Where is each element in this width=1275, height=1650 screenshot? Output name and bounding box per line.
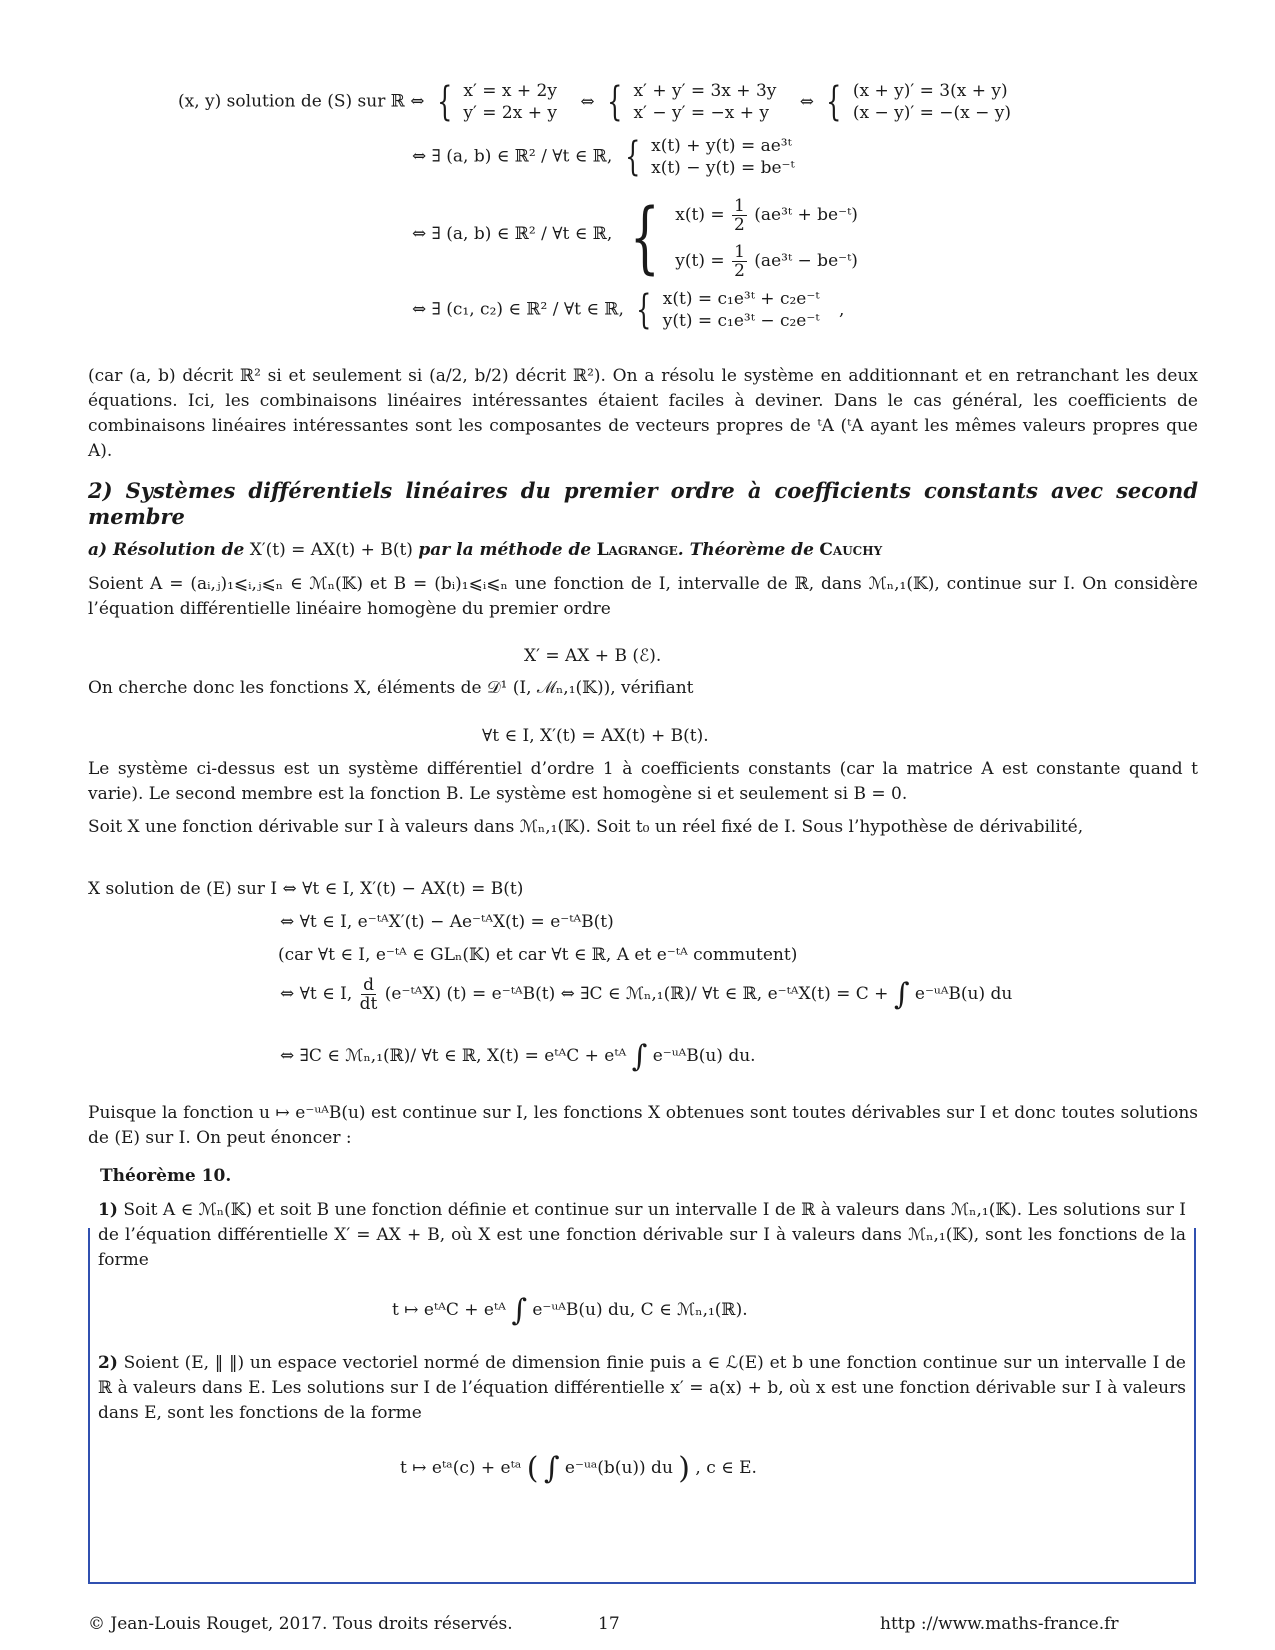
equiv-symbol: ⇔	[580, 91, 595, 112]
paren-close-icon: )	[678, 1451, 691, 1486]
equiv-symbol: ⇔	[799, 91, 815, 112]
step3-y-prefix: y(t) =	[675, 251, 725, 271]
brace-icon: {	[636, 287, 652, 333]
f1-a: t ↦ eᵗᴬC + eᵗᴬ	[392, 1300, 506, 1320]
theorem-p2-text: Soient (E, ‖ ‖) un espace vectoriel normé de dimension finie puis a ∈ ℒ(E) et b une fonction continue sur un intervalle I de ℝ à valeurs dans E. Les solutions sur I de l’équation différentielle x′ = a(x) + b, où x est une fonction dérivable sur I à valeurs dans E, sont les fonctions de la forme	[98, 1353, 1186, 1423]
brace-icon: {	[624, 134, 641, 180]
integral-icon: ∫	[543, 1451, 560, 1486]
l4-a: ⇔ ∀t ∈ I,	[280, 984, 353, 1004]
paragraph-derivability: Soit X une fonction dérivable sur I à valeurs dans ℳₙ,₁(𝕂). Soit t₀ un réel fixé de I. Sous l’hypothèse de dérivabilité,	[88, 817, 1084, 837]
system-equivalence-line-3	[412, 192, 858, 284]
derivation-line-5	[280, 1039, 756, 1074]
subsection-mid2: . Théorème de	[677, 540, 814, 560]
section-title: 2) Systèmes différentiels linéaires du premier ordre à coefficients constants avec second membre	[88, 478, 1198, 529]
step2-line1: x(t) + y(t) = ae³ᵗ	[651, 136, 792, 156]
step4-line2: y(t) = c₁e³ᵗ − c₂e⁻ᵗ	[662, 311, 820, 331]
fraction-half	[732, 243, 747, 280]
step4-lead: ⇔ ∃ (c₁, c₂) ∈ ℝ² / ∀t ∈ ℝ,	[412, 299, 624, 320]
integral-icon: ∫	[511, 1293, 527, 1328]
paragraph-conclusion: Puisque la fonction u ↦ e⁻ᵘᴬB(u) est continue sur I, les fonctions X obtenues sont toutes dérivables sur I et donc toutes solutions de (E) sur I. On peut énoncer :	[88, 1103, 1198, 1148]
sys3-line1: (x + y)′ = 3(x + y)	[852, 81, 1008, 101]
frac-den: 2	[734, 215, 745, 235]
frac-dt: dt	[359, 994, 378, 1014]
subsection-prefix: a) Résolution de	[88, 540, 245, 560]
integral-icon: ∫	[631, 1039, 648, 1074]
theorem-part-2	[98, 1351, 1186, 1426]
l4-c: e⁻ᵘᴬB(u) du	[914, 984, 1013, 1004]
paragraph-setup: Soient A = (aᵢ,ⱼ)₁⩽ᵢ,ⱼ⩽ₙ ∈ ℳₙ(𝕂) et B = (bᵢ)₁⩽ᵢ⩽ₙ une fonction de I, intervalle de ℝ, dans ℳₙ,₁(𝕂), continue sur I. On considère l’équation différentielle linéaire homogène du premier ordre	[88, 574, 1198, 619]
system-lead: (x, y) solution de (S) sur ℝ ⇔	[178, 91, 425, 112]
f2-c: , c ∈ E.	[695, 1458, 757, 1478]
step3-x-prefix: x(t) =	[675, 205, 725, 225]
step2-line2: x(t) − y(t) = be⁻ᵗ	[651, 158, 795, 178]
step3-system	[618, 192, 858, 284]
fraction-half	[732, 197, 747, 234]
para1-part2: décrit ℝ²). On a résolu le système en additionnant et en retranchant les deux équations. Ici, les combinaisons linéaires intéressantes étaient faciles à deviner. Dans le cas général, les coefficients de combinaisons linéaires intéressantes sont les composantes de vecteurs propres de ᵗA (ᵗA ayant les mêmes valeurs propres que A).	[88, 366, 1198, 461]
equation-E: X′ = AX + B (ℰ).	[524, 646, 662, 666]
f2-a: t ↦ eᵗᵃ(c) + eᵗᵃ	[400, 1458, 522, 1478]
theorem-title: Théorème 10.	[100, 1166, 232, 1186]
theorem-p1-num: 1)	[98, 1200, 118, 1220]
theorem-part-1	[98, 1198, 1186, 1273]
derivation-line-3: (car ∀t ∈ I, e⁻ᵗᴬ ∈ GLₙ(𝕂) et car ∀t ∈ ℝ, A et e⁻ᵗᴬ commutent)	[278, 945, 798, 965]
frac-d: d	[363, 975, 374, 995]
theorem-formula-2	[400, 1451, 757, 1486]
theorem-formula-1	[392, 1293, 748, 1328]
footer-copyright: © Jean-Louis Rouget, 2017. Tous droits réservés.	[88, 1614, 513, 1634]
f2-b: e⁻ᵘᵃ(b(u)) du	[564, 1458, 673, 1478]
system-equivalence-line-2	[412, 135, 795, 179]
paragraph-combination-note	[88, 364, 1198, 464]
system-2	[600, 80, 776, 124]
equation-forall: ∀t ∈ I, X′(t) = AX(t) + B(t).	[482, 726, 709, 746]
paragraph-search: On cherche donc les fonctions X, éléments de 𝒟¹ (I, ℳₙ,₁(𝕂)), vérifiant	[88, 678, 694, 698]
footer-url[interactable]: http ://www.maths-france.fr	[880, 1614, 1119, 1634]
step2-lead: ⇔ ∃ (a, b) ∈ ℝ² / ∀t ∈ ℝ,	[412, 146, 613, 167]
subsection-mid: par la méthode de	[418, 540, 592, 560]
derivation-line-2: ⇔ ∀t ∈ I, e⁻ᵗᴬX′(t) − Ae⁻ᵗᴬX(t) = e⁻ᵗᴬB(t)	[280, 912, 614, 932]
sys2-line2: x′ − y′ = −x + y	[633, 103, 769, 123]
l4-b: (e⁻ᵗᴬX) (t) = e⁻ᵗᴬB(t) ⇔ ∃C ∈ ℳₙ,₁(ℝ)/ ∀t ∈ ℝ, e⁻ᵗᴬX(t) = C +	[384, 984, 889, 1004]
sys3-line2: (x − y)′ = −(x − y)	[852, 103, 1012, 123]
l5-a: ⇔ ∃C ∈ ℳₙ,₁(ℝ)/ ∀t ∈ ℝ, X(t) = eᵗᴬC + eᵗᴬ	[280, 1046, 627, 1066]
paragraph-system-description: Le système ci-dessus est un système différentiel d’ordre 1 à coefficients constants (car la matrice A est constante quand t varie). Le second membre est la fonction B. Le système est homogène si et seulement si B = 0.	[88, 759, 1198, 804]
derivation-line-4	[280, 976, 1012, 1032]
footer-page-number: 17	[598, 1614, 620, 1634]
frac-num: 1	[734, 242, 745, 262]
system-equivalence-line-1	[178, 80, 1011, 124]
f1-b: e⁻ᵘᴬB(u) du, C ∈ ℳₙ,₁(ℝ).	[532, 1300, 748, 1320]
system-3	[819, 80, 1011, 124]
system-equivalence-line-4	[412, 288, 844, 332]
frac-num: 1	[734, 196, 745, 216]
fraction-d-dt	[360, 976, 378, 1013]
step4-tail: ,	[838, 299, 845, 320]
name-cauchy: Cauchy	[819, 540, 883, 560]
brace-icon: {	[437, 79, 453, 125]
theorem-p2-num: 2)	[98, 1353, 118, 1373]
step4-system	[629, 288, 819, 332]
step2-system	[618, 135, 795, 179]
step3-lead: ⇔ ∃ (a, b) ∈ ℝ² / ∀t ∈ ℝ,	[412, 224, 613, 244]
paren-open-icon: (	[526, 1451, 539, 1486]
sys1-line1: x′ = x + 2y	[463, 81, 557, 101]
step3-y-suffix: (ae³ᵗ − be⁻ᵗ)	[754, 251, 858, 271]
para1-part1: (car (a, b) décrit ℝ² si et seulement si	[88, 366, 423, 386]
subsection-title	[88, 538, 882, 563]
step4-line1: x(t) = c₁e³ᵗ + c₂e⁻ᵗ	[662, 289, 820, 309]
derivation-line-1: X solution de (E) sur I ⇔ ∀t ∈ I, X′(t) − AX(t) = B(t)	[88, 879, 524, 899]
sys1-line2: y′ = 2x + y	[463, 103, 557, 123]
step3-x-suffix: (ae³ᵗ + be⁻ᵗ)	[754, 205, 858, 225]
frac-den: 2	[734, 261, 745, 281]
theorem-p1-text: Soit A ∈ ℳₙ(𝕂) et soit B une fonction définie et continue sur un intervalle I de ℝ à valeurs dans ℳₙ,₁(𝕂). Les solutions sur I de l’équation différentielle X′ = AX + B, où X est une fonction dérivable sur I à valeurs dans ℳₙ,₁(𝕂), sont les fonctions de la forme	[98, 1200, 1186, 1270]
brace-icon: {	[826, 79, 842, 125]
subsection-equation: X′(t) = AX(t) + B(t)	[249, 540, 413, 560]
name-lagrange: Lagrange	[596, 540, 678, 560]
system-1	[430, 80, 557, 124]
brace-icon: {	[629, 193, 660, 283]
para1-pair: (a/2, b/2)	[429, 366, 509, 386]
l5-c: e⁻ᵘᴬB(u) du.	[652, 1046, 756, 1066]
sys2-line1: x′ + y′ = 3x + 3y	[633, 81, 777, 101]
integral-icon: ∫	[893, 977, 910, 1012]
brace-icon: {	[607, 79, 623, 125]
